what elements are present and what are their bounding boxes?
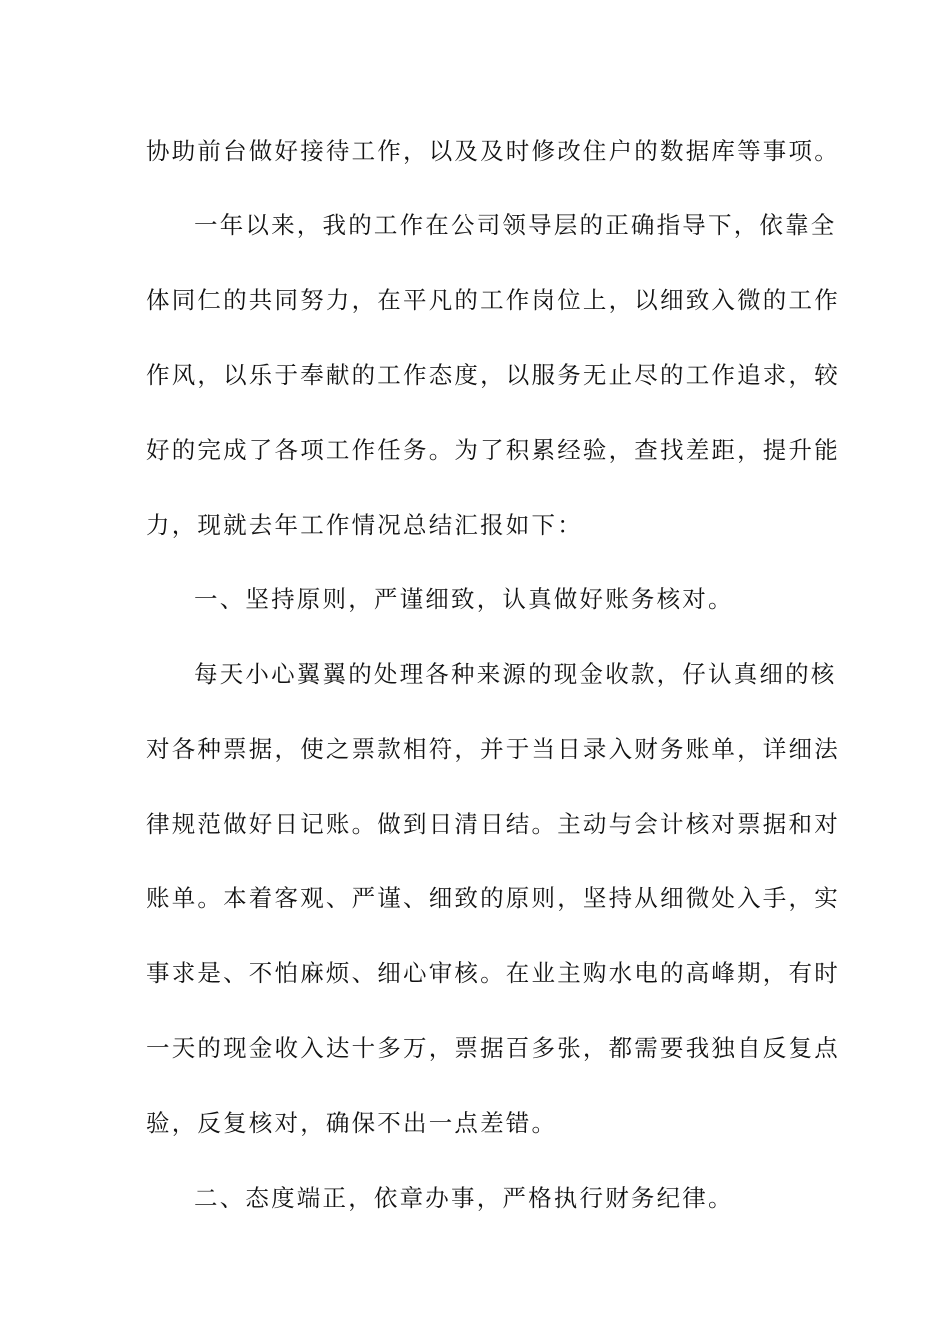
paragraph-line: 每天小心翼翼的处理各种来源的现金收款，仔认真细的核 [194,660,837,688]
section-heading: 一、坚持原则，严谨细致，认真做好账务核对。 [194,585,734,613]
paragraph-line: 验，反复核对，确保不出一点差错。 [146,1109,558,1137]
paragraph-line: 好的完成了各项工作任务。为了积累经验，查找差距，提升能 [146,436,840,464]
paragraph-line: 事求是、不怕麻烦、细心审核。在业主购水电的高峰期，有时 [146,959,840,987]
paragraph-line: 体同仁的共同努力，在平凡的工作岗位上，以细致入微的工作 [146,286,840,314]
paragraph-line: 律规范做好日记账。做到日清日结。主动与会计核对票据和对 [146,810,840,838]
paragraph-line: 一天的现金收入达十多万，票据百多张，都需要我独自反复点 [146,1034,840,1062]
paragraph-line: 力，现就去年工作情况总结汇报如下： [146,511,583,539]
paragraph-line: 账单。本着客观、严谨、细致的原则，坚持从细微处入手，实 [146,884,840,912]
paragraph-line: 对各种票据，使之票款相符，并于当日录入财务账单，详细法 [146,735,840,763]
section-heading: 二、态度端正，依章办事，严格执行财务纪律。 [194,1184,734,1212]
paragraph-line: 一年以来，我的工作在公司领导层的正确指导下，依靠全 [194,211,837,239]
paragraph-line: 协助前台做好接待工作，以及及时修改住户的数据库等事项。 [146,137,840,165]
paragraph-line: 作风，以乐于奉献的工作态度，以服务无止尽的工作追求，较 [146,361,840,389]
